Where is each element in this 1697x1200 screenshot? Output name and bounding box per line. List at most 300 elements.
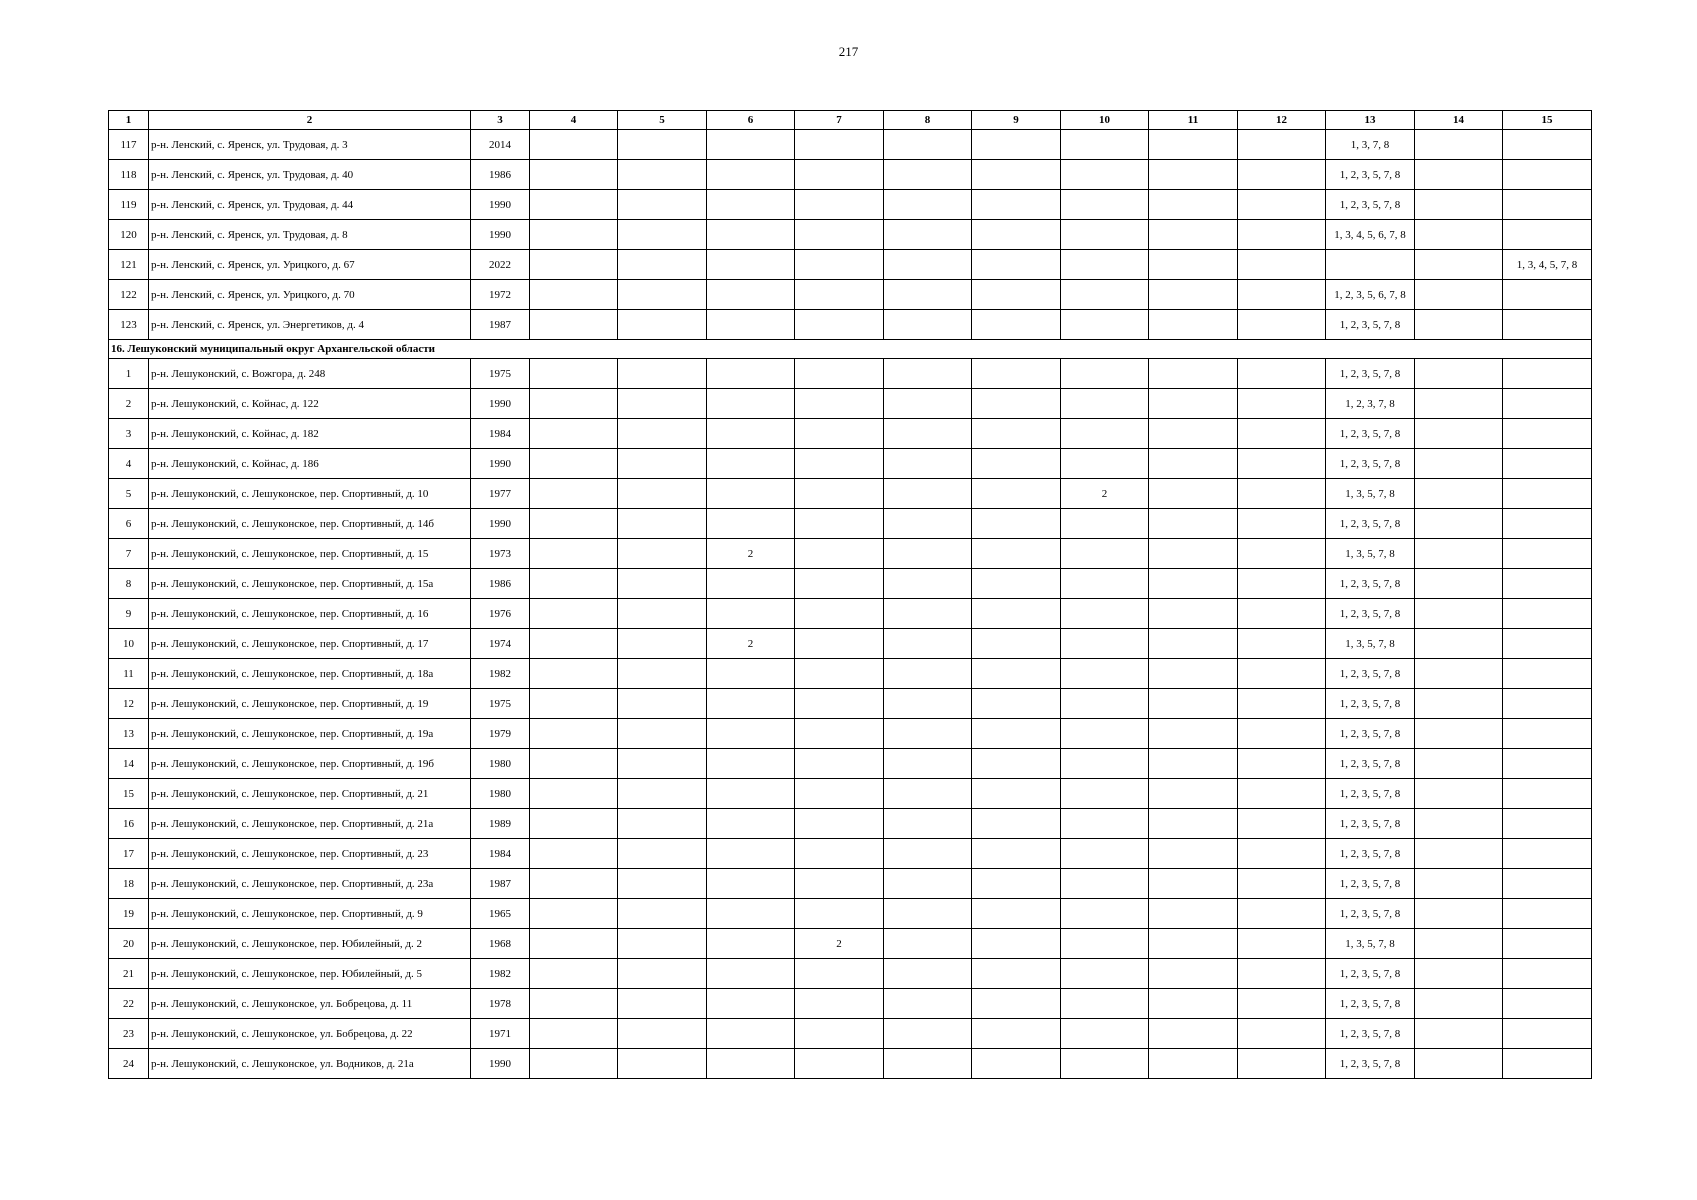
- table-row: [109, 280, 1592, 310]
- column-11-cell: [1149, 809, 1238, 839]
- column-11-cell: [1149, 1019, 1238, 1049]
- column-15-cell: [1503, 869, 1592, 899]
- column-15-cell: [1503, 190, 1592, 220]
- column-7-cell: [795, 509, 884, 539]
- column-12-cell: [1238, 250, 1326, 280]
- column-14-cell: [1415, 659, 1503, 689]
- column-8-cell: [884, 629, 972, 659]
- table-row: [109, 869, 1592, 899]
- column-7-cell: [795, 629, 884, 659]
- column-10-cell: [1061, 389, 1149, 419]
- table-row: [109, 130, 1592, 160]
- column-15-cell: [1503, 899, 1592, 929]
- column-8-cell: [884, 1019, 972, 1049]
- column-10-cell: [1061, 130, 1149, 160]
- row-number-cell: 121: [109, 250, 149, 280]
- column-8-cell: [884, 479, 972, 509]
- column-8-cell: [884, 1049, 972, 1079]
- column-10-cell: [1061, 869, 1149, 899]
- column-8-cell: [884, 539, 972, 569]
- address-cell: р-н. Лешуконский, с. Койнас, д. 182: [149, 419, 471, 449]
- column-9-cell: [972, 479, 1061, 509]
- column-5-cell: [618, 569, 707, 599]
- column-15-cell: [1503, 280, 1592, 310]
- column-14-cell: [1415, 539, 1503, 569]
- address-cell: р-н. Лешуконский, с. Лешуконское, пер. Спортивный, д. 21: [149, 779, 471, 809]
- column-13-cell: 1, 3, 5, 7, 8: [1326, 539, 1415, 569]
- column-10-cell: [1061, 539, 1149, 569]
- column-11-cell: [1149, 250, 1238, 280]
- column-header-12: 12: [1238, 111, 1326, 130]
- year-cell: 1968: [471, 929, 530, 959]
- column-13-cell: 1, 2, 3, 5, 7, 8: [1326, 899, 1415, 929]
- column-14-cell: [1415, 1049, 1503, 1079]
- column-8-cell: [884, 719, 972, 749]
- address-cell: р-н. Лешуконский, с. Лешуконское, пер. Спортивный, д. 14б: [149, 509, 471, 539]
- column-12-cell: [1238, 449, 1326, 479]
- column-10-cell: [1061, 899, 1149, 929]
- row-number-cell: 122: [109, 280, 149, 310]
- year-cell: 1982: [471, 959, 530, 989]
- column-13-cell: 1, 2, 3, 5, 7, 8: [1326, 359, 1415, 389]
- column-10-cell: [1061, 449, 1149, 479]
- year-cell: 1990: [471, 220, 530, 250]
- column-8-cell: [884, 869, 972, 899]
- year-cell: 1990: [471, 389, 530, 419]
- column-10-cell: [1061, 419, 1149, 449]
- column-header-1: 1: [109, 111, 149, 130]
- row-number-cell: 12: [109, 689, 149, 719]
- table-row: [109, 419, 1592, 449]
- column-14-cell: [1415, 190, 1503, 220]
- column-13-cell: 1, 2, 3, 5, 7, 8: [1326, 779, 1415, 809]
- column-14-cell: [1415, 779, 1503, 809]
- row-number-cell: 15: [109, 779, 149, 809]
- table-row: [109, 449, 1592, 479]
- column-4-cell: [530, 659, 618, 689]
- column-10-cell: [1061, 190, 1149, 220]
- housing-register-table: [108, 110, 1592, 1079]
- column-4-cell: [530, 280, 618, 310]
- column-12-cell: [1238, 569, 1326, 599]
- column-11-cell: [1149, 929, 1238, 959]
- column-13-cell: 1, 2, 3, 5, 7, 8: [1326, 809, 1415, 839]
- row-number-cell: 10: [109, 629, 149, 659]
- column-4-cell: [530, 479, 618, 509]
- year-cell: 1973: [471, 539, 530, 569]
- address-cell: р-н. Ленский, с. Яренск, ул. Трудовая, д. 40: [149, 160, 471, 190]
- column-12-cell: [1238, 160, 1326, 190]
- row-number-cell: 7: [109, 539, 149, 569]
- column-14-cell: [1415, 389, 1503, 419]
- year-cell: 1984: [471, 839, 530, 869]
- column-5-cell: [618, 749, 707, 779]
- row-number-cell: 18: [109, 869, 149, 899]
- column-4-cell: [530, 839, 618, 869]
- column-14-cell: [1415, 599, 1503, 629]
- column-8-cell: [884, 359, 972, 389]
- row-number-cell: 8: [109, 569, 149, 599]
- column-6-cell: [707, 719, 795, 749]
- address-cell: р-н. Лешуконский, с. Лешуконское, пер. Спортивный, д. 19: [149, 689, 471, 719]
- column-9-cell: [972, 719, 1061, 749]
- column-header-10: 10: [1061, 111, 1149, 130]
- table-row: [109, 659, 1592, 689]
- column-5-cell: [618, 280, 707, 310]
- column-10-cell: [1061, 509, 1149, 539]
- column-14-cell: [1415, 719, 1503, 749]
- column-12-cell: [1238, 599, 1326, 629]
- column-11-cell: [1149, 130, 1238, 160]
- column-4-cell: [530, 1049, 618, 1079]
- column-12-cell: [1238, 190, 1326, 220]
- year-cell: 1965: [471, 899, 530, 929]
- column-9-cell: [972, 190, 1061, 220]
- column-14-cell: [1415, 1019, 1503, 1049]
- column-15-cell: [1503, 989, 1592, 1019]
- column-8-cell: [884, 130, 972, 160]
- column-12-cell: [1238, 689, 1326, 719]
- column-4-cell: [530, 509, 618, 539]
- column-11-cell: [1149, 310, 1238, 340]
- column-5-cell: [618, 929, 707, 959]
- column-10-cell: [1061, 629, 1149, 659]
- table-row: [109, 599, 1592, 629]
- column-9-cell: [972, 989, 1061, 1019]
- column-12-cell: [1238, 839, 1326, 869]
- column-8-cell: [884, 779, 972, 809]
- column-8-cell: [884, 310, 972, 340]
- column-7-cell: [795, 449, 884, 479]
- year-cell: 1990: [471, 190, 530, 220]
- column-12-cell: [1238, 959, 1326, 989]
- column-15-cell: [1503, 839, 1592, 869]
- column-7-cell: [795, 479, 884, 509]
- row-number-cell: 20: [109, 929, 149, 959]
- column-15-cell: [1503, 389, 1592, 419]
- column-9-cell: [972, 1049, 1061, 1079]
- column-header-9: 9: [972, 111, 1061, 130]
- column-10-cell: [1061, 929, 1149, 959]
- column-8-cell: [884, 160, 972, 190]
- column-7-cell: [795, 989, 884, 1019]
- column-5-cell: [618, 659, 707, 689]
- column-13-cell: 1, 3, 5, 7, 8: [1326, 479, 1415, 509]
- column-9-cell: [972, 130, 1061, 160]
- address-cell: р-н. Лешуконский, с. Лешуконское, пер. Юбилейный, д. 5: [149, 959, 471, 989]
- column-9-cell: [972, 449, 1061, 479]
- column-9-cell: [972, 539, 1061, 569]
- column-15-cell: [1503, 419, 1592, 449]
- column-13-cell: 1, 2, 3, 7, 8: [1326, 389, 1415, 419]
- column-8-cell: [884, 569, 972, 599]
- column-5-cell: [618, 479, 707, 509]
- column-12-cell: [1238, 989, 1326, 1019]
- column-4-cell: [530, 539, 618, 569]
- column-header-14: 14: [1415, 111, 1503, 130]
- address-cell: р-н. Лешуконский, с. Лешуконское, пер. Спортивный, д. 9: [149, 899, 471, 929]
- year-cell: 1986: [471, 569, 530, 599]
- column-12-cell: [1238, 389, 1326, 419]
- column-5-cell: [618, 389, 707, 419]
- row-number-cell: 14: [109, 749, 149, 779]
- address-cell: р-н. Ленский, с. Яренск, ул. Трудовая, д. 44: [149, 190, 471, 220]
- column-5-cell: [618, 899, 707, 929]
- address-cell: р-н. Лешуконский, с. Вожгора, д. 248: [149, 359, 471, 389]
- column-6-cell: [707, 389, 795, 419]
- column-10-cell: [1061, 310, 1149, 340]
- year-cell: 1984: [471, 419, 530, 449]
- column-12-cell: [1238, 1049, 1326, 1079]
- column-7-cell: [795, 899, 884, 929]
- row-number-cell: 1: [109, 359, 149, 389]
- column-7-cell: [795, 359, 884, 389]
- column-6-cell: [707, 449, 795, 479]
- column-11-cell: [1149, 419, 1238, 449]
- column-10-cell: 2: [1061, 479, 1149, 509]
- column-header-6: 6: [707, 111, 795, 130]
- column-4-cell: [530, 419, 618, 449]
- column-10-cell: [1061, 779, 1149, 809]
- column-13-cell: 1, 2, 3, 5, 7, 8: [1326, 190, 1415, 220]
- column-10-cell: [1061, 1019, 1149, 1049]
- column-11-cell: [1149, 629, 1238, 659]
- column-8-cell: [884, 959, 972, 989]
- column-4-cell: [530, 190, 618, 220]
- column-8-cell: [884, 449, 972, 479]
- column-9-cell: [972, 899, 1061, 929]
- year-cell: 1986: [471, 160, 530, 190]
- column-13-cell: 1, 2, 3, 5, 7, 8: [1326, 1049, 1415, 1079]
- address-cell: р-н. Ленский, с. Яренск, ул. Урицкого, д. 67: [149, 250, 471, 280]
- column-12-cell: [1238, 629, 1326, 659]
- column-14-cell: [1415, 629, 1503, 659]
- row-number-cell: 5: [109, 479, 149, 509]
- column-13-cell: 1, 3, 7, 8: [1326, 130, 1415, 160]
- year-cell: 1989: [471, 809, 530, 839]
- address-cell: р-н. Ленский, с. Яренск, ул. Энергетиков, д. 4: [149, 310, 471, 340]
- column-6-cell: [707, 899, 795, 929]
- column-5-cell: [618, 629, 707, 659]
- column-11-cell: [1149, 359, 1238, 389]
- column-13-cell: 1, 2, 3, 5, 7, 8: [1326, 719, 1415, 749]
- column-12-cell: [1238, 220, 1326, 250]
- column-10-cell: [1061, 809, 1149, 839]
- column-9-cell: [972, 220, 1061, 250]
- column-9-cell: [972, 869, 1061, 899]
- column-11-cell: [1149, 839, 1238, 869]
- column-15-cell: [1503, 929, 1592, 959]
- column-9-cell: [972, 359, 1061, 389]
- column-12-cell: [1238, 809, 1326, 839]
- column-9-cell: [972, 839, 1061, 869]
- column-14-cell: [1415, 419, 1503, 449]
- column-11-cell: [1149, 689, 1238, 719]
- column-5-cell: [618, 779, 707, 809]
- column-10-cell: [1061, 160, 1149, 190]
- column-9-cell: [972, 509, 1061, 539]
- table-body: [109, 130, 1592, 1079]
- column-9-cell: [972, 280, 1061, 310]
- row-number-cell: 3: [109, 419, 149, 449]
- column-13-cell: 1, 2, 3, 5, 7, 8: [1326, 959, 1415, 989]
- column-13-cell: 1, 3, 4, 5, 6, 7, 8: [1326, 220, 1415, 250]
- column-5-cell: [618, 959, 707, 989]
- column-13-cell: [1326, 250, 1415, 280]
- column-11-cell: [1149, 160, 1238, 190]
- row-number-cell: 13: [109, 719, 149, 749]
- column-4-cell: [530, 599, 618, 629]
- column-8-cell: [884, 220, 972, 250]
- column-7-cell: [795, 539, 884, 569]
- column-5-cell: [618, 809, 707, 839]
- column-13-cell: 1, 2, 3, 5, 7, 8: [1326, 569, 1415, 599]
- address-cell: р-н. Лешуконский, с. Лешуконское, пер. Спортивный, д. 19б: [149, 749, 471, 779]
- column-13-cell: 1, 3, 5, 7, 8: [1326, 929, 1415, 959]
- column-11-cell: [1149, 389, 1238, 419]
- column-6-cell: [707, 1019, 795, 1049]
- column-8-cell: [884, 190, 972, 220]
- table-row: [109, 899, 1592, 929]
- column-4-cell: [530, 779, 618, 809]
- column-13-cell: 1, 2, 3, 5, 7, 8: [1326, 160, 1415, 190]
- table-row: [109, 959, 1592, 989]
- column-9-cell: [972, 809, 1061, 839]
- column-11-cell: [1149, 659, 1238, 689]
- year-cell: 1987: [471, 310, 530, 340]
- address-cell: р-н. Ленский, с. Яренск, ул. Трудовая, д. 8: [149, 220, 471, 250]
- column-13-cell: 1, 2, 3, 5, 7, 8: [1326, 839, 1415, 869]
- table-row: [109, 389, 1592, 419]
- column-15-cell: [1503, 1019, 1592, 1049]
- year-cell: 1978: [471, 989, 530, 1019]
- address-cell: р-н. Лешуконский, с. Лешуконское, пер. Спортивный, д. 21а: [149, 809, 471, 839]
- column-4-cell: [530, 220, 618, 250]
- column-11-cell: [1149, 190, 1238, 220]
- column-header-7: 7: [795, 111, 884, 130]
- column-15-cell: [1503, 449, 1592, 479]
- column-12-cell: [1238, 659, 1326, 689]
- column-7-cell: [795, 1049, 884, 1079]
- column-5-cell: [618, 250, 707, 280]
- row-number-cell: 17: [109, 839, 149, 869]
- table-row: [109, 809, 1592, 839]
- column-7-cell: [795, 659, 884, 689]
- address-cell: р-н. Лешуконский, с. Лешуконское, пер. Спортивный, д. 17: [149, 629, 471, 659]
- column-11-cell: [1149, 989, 1238, 1019]
- column-header-11: 11: [1149, 111, 1238, 130]
- column-15-cell: [1503, 719, 1592, 749]
- column-5-cell: [618, 449, 707, 479]
- column-15-cell: [1503, 509, 1592, 539]
- column-6-cell: [707, 220, 795, 250]
- column-6-cell: [707, 599, 795, 629]
- year-cell: 1990: [471, 449, 530, 479]
- column-14-cell: [1415, 899, 1503, 929]
- column-9-cell: [972, 310, 1061, 340]
- column-6-cell: [707, 509, 795, 539]
- table-row: [109, 929, 1592, 959]
- column-5-cell: [618, 599, 707, 629]
- column-5-cell: [618, 989, 707, 1019]
- row-number-cell: 123: [109, 310, 149, 340]
- column-15-cell: [1503, 959, 1592, 989]
- year-cell: 1979: [471, 719, 530, 749]
- column-5-cell: [618, 190, 707, 220]
- column-14-cell: [1415, 809, 1503, 839]
- table-row: [109, 569, 1592, 599]
- column-11-cell: [1149, 959, 1238, 989]
- column-13-cell: 1, 2, 3, 5, 7, 8: [1326, 310, 1415, 340]
- address-cell: р-н. Лешуконский, с. Лешуконское, ул. Водников, д. 21а: [149, 1049, 471, 1079]
- column-10-cell: [1061, 989, 1149, 1019]
- column-9-cell: [972, 929, 1061, 959]
- column-14-cell: [1415, 479, 1503, 509]
- column-10-cell: [1061, 599, 1149, 629]
- column-13-cell: 1, 2, 3, 5, 7, 8: [1326, 689, 1415, 719]
- column-5-cell: [618, 1019, 707, 1049]
- column-13-cell: 1, 2, 3, 5, 7, 8: [1326, 599, 1415, 629]
- column-9-cell: [972, 779, 1061, 809]
- column-14-cell: [1415, 449, 1503, 479]
- address-cell: р-н. Лешуконский, с. Лешуконское, пер. Спортивный, д. 19а: [149, 719, 471, 749]
- column-9-cell: [972, 389, 1061, 419]
- table-row: [109, 220, 1592, 250]
- section-header-row: [109, 340, 1592, 359]
- column-15-cell: [1503, 659, 1592, 689]
- column-7-cell: [795, 220, 884, 250]
- column-12-cell: [1238, 359, 1326, 389]
- column-8-cell: [884, 599, 972, 629]
- address-cell: р-н. Лешуконский, с. Лешуконское, пер. Спортивный, д. 10: [149, 479, 471, 509]
- column-15-cell: [1503, 1049, 1592, 1079]
- table-row: [109, 689, 1592, 719]
- column-header-2: 2: [149, 111, 471, 130]
- column-14-cell: [1415, 869, 1503, 899]
- address-cell: р-н. Лешуконский, с. Лешуконское, ул. Бобрецова, д. 22: [149, 1019, 471, 1049]
- column-10-cell: [1061, 359, 1149, 389]
- column-12-cell: [1238, 1019, 1326, 1049]
- year-cell: 1977: [471, 479, 530, 509]
- column-6-cell: [707, 280, 795, 310]
- row-number-cell: 23: [109, 1019, 149, 1049]
- column-4-cell: [530, 689, 618, 719]
- column-6-cell: [707, 250, 795, 280]
- column-15-cell: [1503, 779, 1592, 809]
- address-cell: р-н. Лешуконский, с. Лешуконское, пер. Спортивный, д. 23а: [149, 869, 471, 899]
- column-4-cell: [530, 160, 618, 190]
- column-11-cell: [1149, 449, 1238, 479]
- column-10-cell: [1061, 220, 1149, 250]
- column-11-cell: [1149, 479, 1238, 509]
- row-number-cell: 6: [109, 509, 149, 539]
- address-cell: р-н. Ленский, с. Яренск, ул. Трудовая, д. 3: [149, 130, 471, 160]
- address-cell: р-н. Лешуконский, с. Лешуконское, пер. Спортивный, д. 18а: [149, 659, 471, 689]
- column-4-cell: [530, 359, 618, 389]
- column-15-cell: [1503, 160, 1592, 190]
- column-6-cell: [707, 839, 795, 869]
- column-15-cell: [1503, 130, 1592, 160]
- column-6-cell: 2: [707, 629, 795, 659]
- column-15-cell: 1, 3, 4, 5, 7, 8: [1503, 250, 1592, 280]
- column-11-cell: [1149, 599, 1238, 629]
- address-cell: р-н. Лешуконский, с. Койнас, д. 122: [149, 389, 471, 419]
- column-7-cell: [795, 190, 884, 220]
- column-4-cell: [530, 250, 618, 280]
- column-8-cell: [884, 250, 972, 280]
- table-row: [109, 629, 1592, 659]
- column-7-cell: [795, 250, 884, 280]
